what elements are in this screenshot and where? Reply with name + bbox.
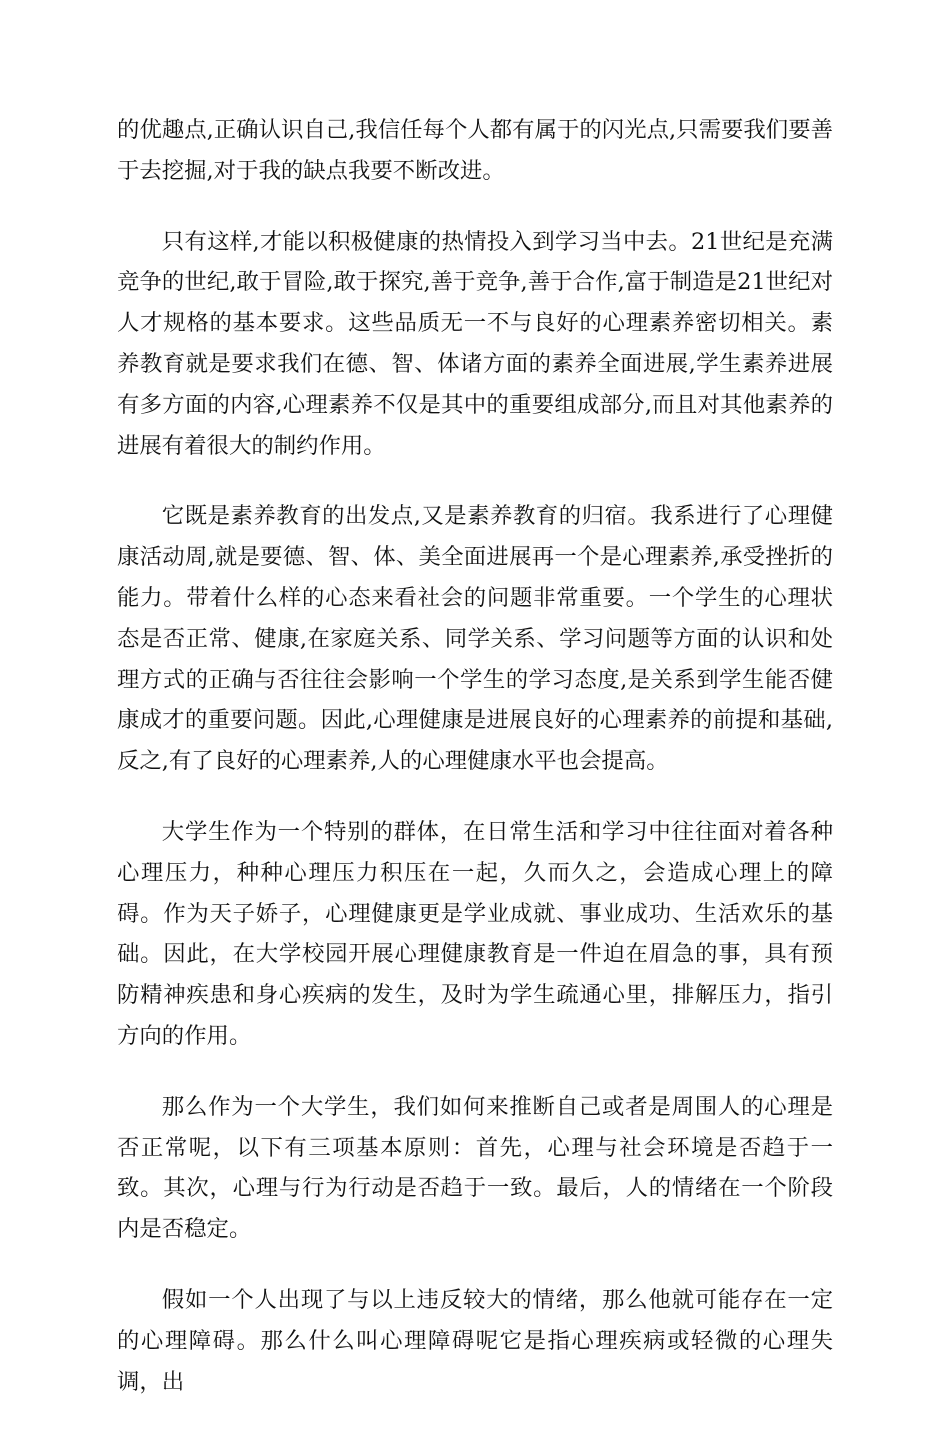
paragraph-6: 假如一个人出现了与以上违反较大的情绪，那么他就可能存在一定的心理障碍。那么什么叫心理障碍呢它是指心理疾病或轻微的心理失调，出 (117, 1286, 833, 1395)
paragraph-4: 大学生作为一个特别的群体，在日常生活和学习中往往面对着各种心理压力，种种心理压力积压在一起，久而久之，会造成心理上的障碍。作为天子娇子，心理健康更是学业成就、事业成功、生活欢乐的基础。因此，在大学校园开展心理健康教育是一件迫在眉急的事，具有预防精神疾患和身心疾病的发生，及时为学生疏通心里，排解压力，指引方向的作用。 (117, 818, 833, 1049)
paragraph-5: 那么作为一个大学生，我们如何来推断自己或者是周围人的心理是否正常呢，以下有三项基本原则：首先，心理与社会环境是否趋于一致。其次，心理与行为行动是否趋于一致。最后，人的情绪在一个阶段内是否稳定。 (117, 1093, 833, 1243)
document-body (117, 110, 833, 1432)
paragraph-2: 只有这样,才能以积极健康的热情投入到学习当中去。21世纪是充满竞争的世纪,敢于冒险,敢于探究,善于竞争,善于合作,富于制造是21世纪对人才规格的基本要求。这些品质无一不与良好的心理素养密切相关。素养教育就是要求我们在德、智、体诸方面的素养全面进展,学生素养进展有多方面的内容,心理素养不仅是其中的重要组成部分,而且对其他素养的进展有着很大的制约作用。 (117, 228, 833, 459)
paragraph-3: 它既是素养教育的出发点,又是素养教育的归宿。我系进行了心理健康活动周,就是要德、智、体、美全面进展再一个是心理素养,承受挫折的能力。带着什么样的心态来看社会的问题非常重要。一个学生的心理状态是否正常、健康,在家庭关系、同学关系、学习问题等方面的认识和处理方式的正确与否往往会影响一个学生的学习态度,是关系到学生能否健康成才的重要问题。因此,心理健康是进展良好的心理素养的前提和基础,反之,有了良好的心理素养,人的心理健康水平也会提高。 (117, 503, 833, 775)
paragraph-1: 的优趣点,正确认识自己,我信任每个人都有属于的闪光点,只需要我们要善于去挖掘,对于我的缺点我要不断改进。 (117, 117, 833, 184)
